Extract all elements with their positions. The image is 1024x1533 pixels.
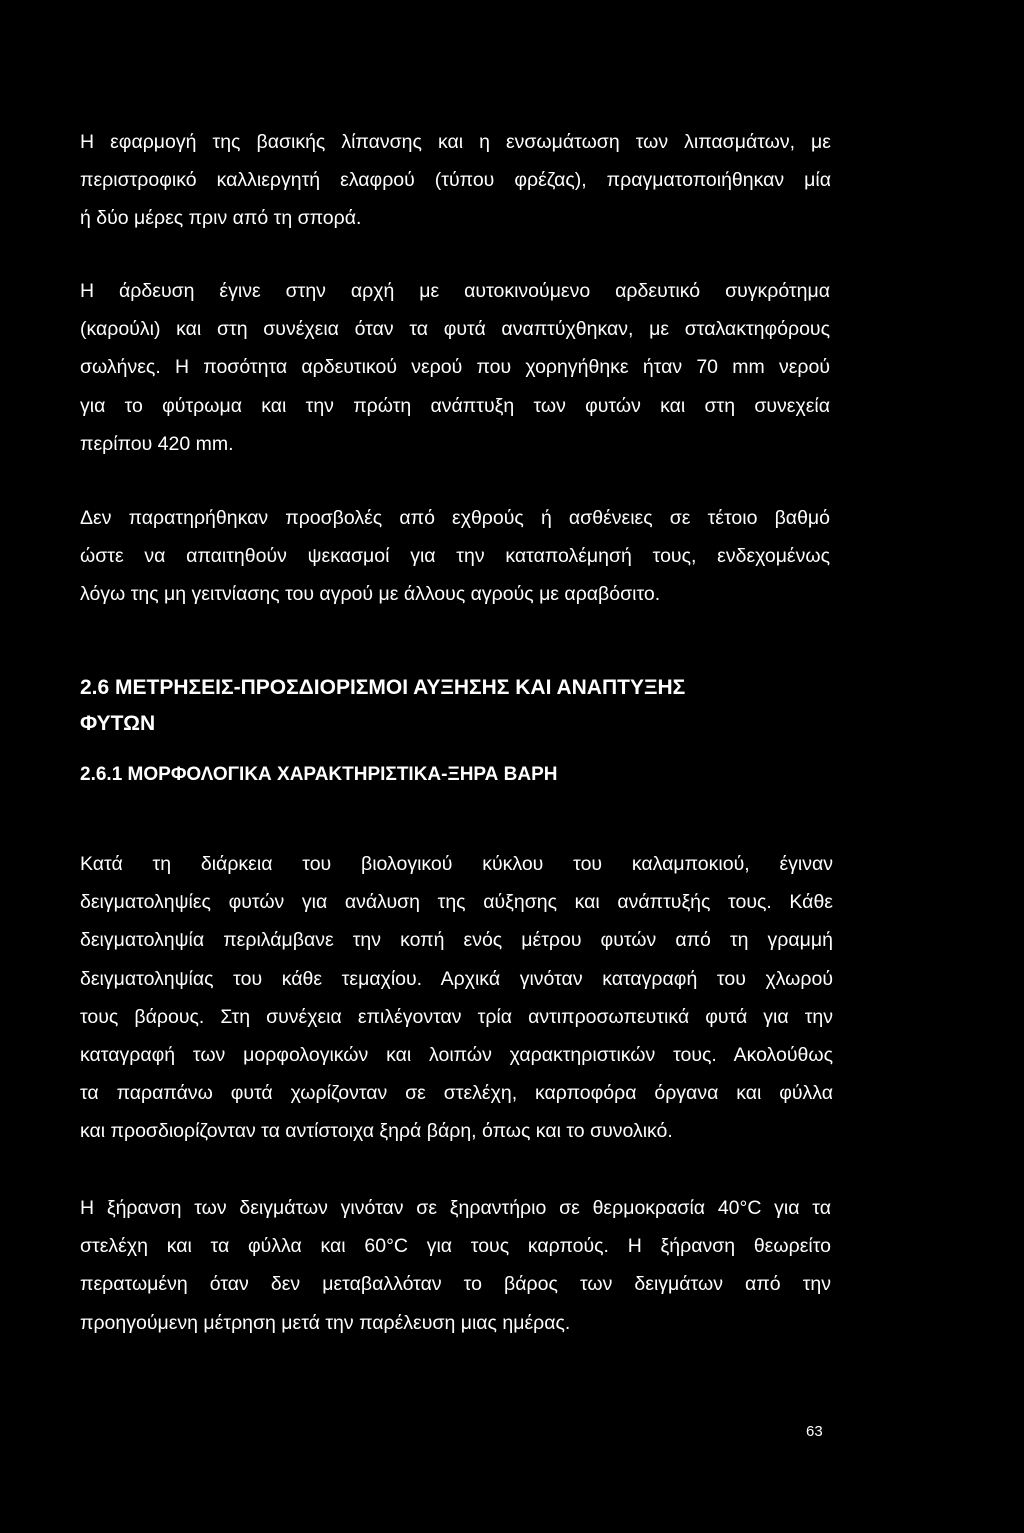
paragraph-line: προηγούμενη μέτρηση μετά την παρέλευση μιας ημέρας.: [80, 1311, 571, 1334]
paragraph-line: Κατά τη διάρκεια του βιολογικού κύκλου του καλαμποκιού, έγιναν: [80, 853, 833, 875]
paragraph-pests: [80, 499, 830, 614]
paragraph-line: λόγω της μη γειτνίασης του αγρού με άλλους αγρούς με αραβόσιτο.: [80, 583, 661, 606]
paragraph-line: σωλήνες. Η ποσότητα αρδευτικού νερού που χορηγήθηκε ήταν 70 mm νερού: [80, 356, 830, 379]
paragraph-line: Η ξήρανση των δειγμάτων γινόταν σε ξηραντήριο σε θερμοκρασία 40°C για τα: [80, 1197, 831, 1219]
paragraph-line: ή δύο μέρες πριν από τη σπορά.: [80, 207, 362, 230]
paragraph-line: ώστε να απαιτηθούν ψεκασμοί για την καταπολέμησή τους, ενδεχομένως: [80, 545, 830, 568]
section-heading: [80, 670, 685, 742]
paragraph-line: περιστροφικό καλλιεργητή ελαφρού (τύπου φρέζας), πραγματοποιήθηκαν μία: [80, 169, 831, 192]
paragraph-line: δειγματοληψία περιλάμβανε την κοπή ενός μέτρου φυτών από τη γραμμή: [80, 929, 833, 952]
section-heading-line: ΦΥΤΩΝ: [80, 712, 156, 735]
paragraph-line: για το φύτρωμα και την πρώτη ανάπτυξη των φυτών και στη συνεχεία: [80, 394, 830, 417]
paragraph-fertilization: [80, 123, 831, 238]
subsection-heading: 2.6.1 ΜΟΡΦΟΛΟΓΙΚΑ ΧΑΡΑΚΤΗΡΙΣΤΙΚΑ-ΞΗΡΑ ΒΑΡΗ: [80, 764, 558, 785]
paragraph-line: και προσδιορίζονταν τα αντίστοιχα ξηρά βάρη, όπως και το συνολικό.: [80, 1120, 673, 1143]
paragraph-sampling: [80, 845, 833, 1151]
paragraph-line: (καρούλι) και στη συνέχεια όταν τα φυτά αναπτύχθηκαν, με σταλακτηφόρους: [80, 318, 830, 341]
paragraph-drying: [80, 1189, 831, 1342]
page-number: 63: [806, 1423, 823, 1440]
paragraph-line: δειγματοληψίας του κάθε τεμαχίου. Αρχικά γινόταν καταγραφή του χλωρού: [80, 967, 833, 990]
section-heading-line: 2.6 ΜΕΤΡΗΣΕΙΣ-ΠΡΟΣΔΙΟΡΙΣΜΟΙ ΑΥΞΗΣΗΣ ΚΑΙ ΑΝΑΠΤΥΞΗΣ: [80, 676, 686, 699]
paragraph-line: στελέχη και τα φύλλα και 60°C για τους καρπούς. Η ξήρανση θεωρείτο: [80, 1235, 831, 1258]
paragraph-line: περατωμένη όταν δεν μεταβαλλόταν το βάρος των δειγμάτων από την: [80, 1273, 831, 1296]
paragraph-line: Η άρδευση έγινε στην αρχή με αυτοκινούμενο αρδευτικό συγκρότημα: [80, 280, 830, 302]
paragraph-line: τα παραπάνω φυτά χωρίζονταν σε στελέχη, καρποφόρα όργανα και φύλλα: [80, 1082, 833, 1105]
paragraph-irrigation: [80, 272, 830, 463]
paragraph-line: δειγματοληψίες φυτών για ανάλυση της αύξησης και ανάπτυξής τους. Κάθε: [80, 891, 833, 914]
paragraph-line: καταγραφή των μορφολογικών και λοιπών χαρακτηριστικών τους. Ακολούθως: [80, 1044, 833, 1067]
paragraph-line: τους βάρους. Στη συνέχεια επιλέγονταν τρία αντιπροσωπευτικά φυτά για την: [80, 1005, 833, 1028]
paragraph-line: Δεν παρατηρήθηκαν προσβολές από εχθρούς ή ασθένειες σε τέτοιο βαθμό: [80, 507, 830, 529]
paragraph-line: Η εφαρμογή της βασικής λίπανσης και η ενσωμάτωση των λιπασμάτων, με: [80, 131, 831, 153]
paragraph-line: περίπου 420 mm.: [80, 432, 234, 455]
